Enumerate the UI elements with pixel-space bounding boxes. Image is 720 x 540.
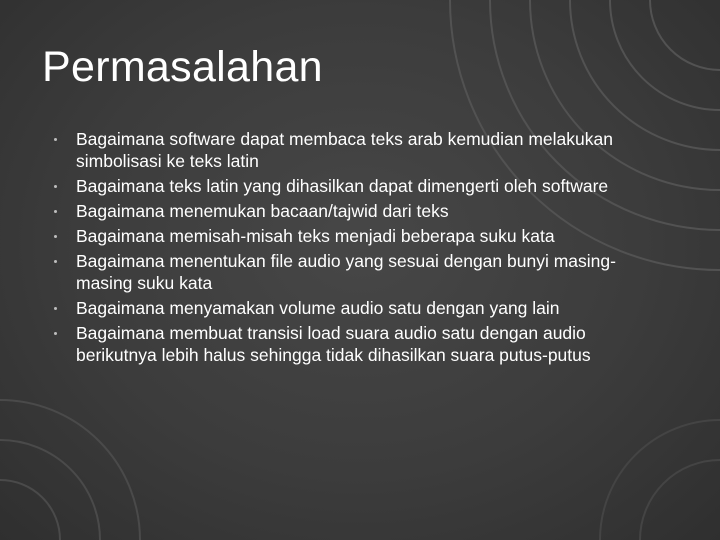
bullet-icon <box>54 210 57 213</box>
bullet-icon <box>54 138 57 141</box>
bullet-icon <box>54 260 57 263</box>
list-item <box>54 297 634 319</box>
list-item <box>54 128 634 172</box>
bullet-icon <box>54 307 57 310</box>
bullet-text: Bagaimana teks latin yang dihasilkan dapat dimengerti oleh software <box>76 176 609 196</box>
bullet-list <box>54 128 634 369</box>
list-item <box>54 322 634 366</box>
bullet-text: Bagaimana menentukan file audio yang sesuai dengan bunyi masing-masing suku kata <box>76 251 616 293</box>
bullet-text: Bagaimana software dapat membaca teks arab kemudian melakukan simbolisasi ke teks latin <box>76 129 613 171</box>
bullet-text: Bagaimana menyamakan volume audio satu dengan yang lain <box>76 298 560 318</box>
bullet-text: Bagaimana membuat transisi load suara audio satu dengan audio berikutnya lebih halus sehingga tidak dihasilkan suara putus-putus <box>76 323 591 365</box>
bullet-text: Bagaimana memisah-misah teks menjadi beberapa suku kata <box>76 226 555 246</box>
bullet-icon <box>54 235 57 238</box>
bullet-icon <box>54 185 57 188</box>
bullet-icon <box>54 332 57 335</box>
list-item <box>54 225 634 247</box>
slide-title: Permasalahan <box>42 43 323 91</box>
list-item <box>54 175 634 197</box>
list-item <box>54 200 634 222</box>
bullet-text: Bagaimana menemukan bacaan/tajwid dari teks <box>76 201 449 221</box>
list-item <box>54 250 634 294</box>
